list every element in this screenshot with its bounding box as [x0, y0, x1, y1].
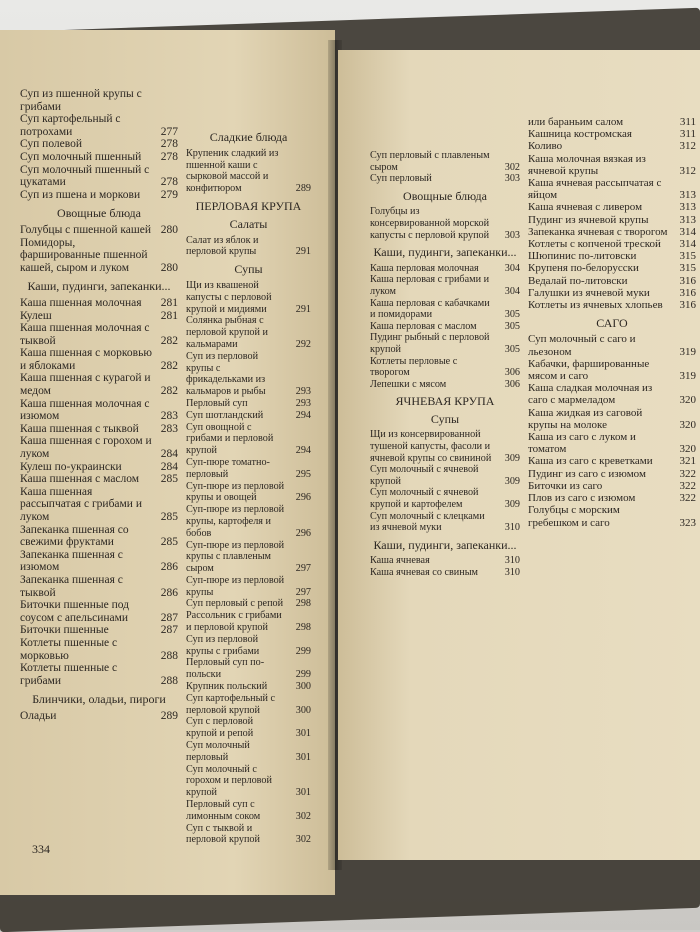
entry-title: Каша пшенная молочная с тыквой — [20, 322, 150, 347]
toc-entry — [20, 599, 178, 624]
toc-entry — [528, 275, 696, 287]
entry-page: 289 — [160, 709, 178, 722]
entry-title: Запеканка пшенная со свежими фруктами — [20, 523, 129, 549]
entry-title: Суп полевой — [20, 138, 83, 151]
entry-page: 282 — [160, 334, 178, 347]
entry-page: 278 — [160, 150, 178, 163]
toc-entry — [186, 764, 311, 799]
entry-title: Суп-пюре из перловой крупы — [186, 574, 285, 598]
entry-page: 304 — [504, 262, 520, 274]
entry-title: Каша пшенная с маслом — [20, 473, 140, 486]
toc-entry — [20, 322, 178, 347]
entry-page: 311 — [679, 116, 696, 128]
section-heading: Овощные блюда — [403, 188, 487, 203]
entry-page: 322 — [679, 492, 696, 505]
entry-page: 320 — [679, 418, 696, 431]
toc-entry — [528, 128, 696, 140]
toc-entry — [186, 634, 311, 658]
entry-page: 277 — [160, 125, 178, 138]
entry-title: Суп из перловой крупы с фрикадельками из кальмаров и рыбы — [186, 350, 266, 398]
toc-entry — [20, 113, 178, 138]
entry-page: 282 — [160, 385, 178, 398]
section-heading: Овощные блюда — [57, 206, 141, 221]
section-heading: Блинчики, оладьи, пироги — [32, 692, 166, 707]
entry-page: 321 — [679, 455, 696, 468]
entry-title: Биточки пшенные под соусом с апельсинами — [20, 599, 130, 624]
toc-entry — [20, 151, 178, 164]
left-column-1 — [20, 88, 178, 723]
toc-entry — [20, 624, 178, 637]
toc-entry — [20, 524, 178, 549]
entry-page: 312 — [679, 164, 696, 177]
entry-title: Лепешки с мясом — [370, 378, 447, 390]
toc-entry — [528, 287, 696, 299]
toc-entry — [528, 431, 696, 455]
entry-page: 310 — [504, 567, 520, 578]
entry-page: 280 — [160, 261, 178, 274]
toc-entry — [186, 716, 311, 740]
section-heading: Сладкие блюда — [209, 130, 288, 144]
entry-page: 305 — [504, 320, 520, 332]
entry-page: 297 — [295, 563, 311, 575]
entry-title: Котлеты с копченой треской — [528, 238, 661, 251]
entry-page: 282 — [160, 359, 178, 372]
toc-entry — [20, 435, 178, 460]
toc-entry — [528, 504, 696, 528]
entry-page: 300 — [295, 704, 311, 716]
entry-title: Суп овощной с грибами и перловой крупой — [186, 421, 274, 457]
entry-page: 309 — [504, 475, 520, 487]
entry-page: 285 — [160, 536, 178, 549]
entry-title: Каша пшенная с морковью и яблоками — [20, 347, 152, 372]
entry-page: 281 — [160, 309, 178, 322]
entry-page: 303 — [504, 173, 520, 185]
entry-title: Оладьи — [20, 709, 57, 722]
entry-page: 320 — [679, 443, 696, 456]
entry-page: 313 — [679, 189, 696, 202]
entry-page: 309 — [504, 499, 520, 511]
entry-page: 312 — [679, 140, 696, 153]
entry-title: Суп из пшенной крупы с грибами — [20, 88, 142, 113]
entry-title: Каша ячневая с ливером — [528, 201, 643, 214]
toc-entry — [528, 262, 696, 274]
left-column-2 — [186, 126, 311, 846]
entry-title: Суп молочный с ячневой крупой — [370, 464, 479, 487]
entry-title: Суп перловый с плавленым сыром — [370, 150, 490, 173]
entry-title: Суп-пюре из перловой крупы с плавленым сыром — [186, 539, 285, 575]
entry-title: Суп картофельный с перловой крупой — [186, 692, 275, 716]
toc-entry — [186, 280, 311, 315]
toc-entry — [186, 681, 311, 693]
entry-page: 314 — [679, 238, 696, 251]
entry-title: Каша перловая с грибами и луком — [370, 274, 490, 297]
toc-entry — [186, 481, 311, 505]
entry-page: 323 — [679, 516, 696, 529]
entry-page: 298 — [295, 598, 311, 610]
entry-page: 278 — [160, 138, 178, 151]
entry-title: Щи из квашеной капусты с перловой крупой и мидиями — [186, 279, 272, 315]
entry-title: Кашница костромская — [528, 128, 632, 141]
entry-page: 293 — [295, 397, 311, 409]
toc-entry — [528, 480, 696, 492]
entry-title: Биточки из саго — [528, 479, 603, 492]
entry-page: 291 — [295, 303, 311, 315]
entry-page: 306 — [504, 378, 520, 390]
entry-title: Каша пшенная молочная с изюмом — [20, 397, 150, 423]
right-column-1 — [370, 150, 520, 579]
toc-entry — [528, 468, 696, 480]
toc-entry — [186, 575, 311, 599]
entry-title: Каша пшенная с тыквой — [20, 422, 139, 435]
entry-title: Каша пшенная молочная — [20, 296, 142, 309]
entry-page: 296 — [295, 527, 311, 539]
toc-entry — [20, 461, 178, 474]
entry-title: Голубцы с морским гребешком и саго — [528, 504, 620, 529]
entry-title: Перловый суп с лимонным соком — [186, 799, 261, 822]
entry-title: Каша ячневая со свиным — [370, 567, 478, 578]
toc-entry — [186, 598, 311, 610]
toc-entry — [20, 297, 178, 310]
section-heading: ПЕРЛОВАЯ КРУПА — [195, 198, 302, 213]
toc-entry — [20, 224, 178, 237]
entry-page: 288 — [160, 674, 178, 687]
entry-title: Коливо — [528, 140, 563, 153]
toc-entry — [20, 347, 178, 372]
entry-page: 309 — [504, 452, 520, 464]
entry-page: 302 — [295, 810, 311, 822]
toc-entry — [528, 492, 696, 504]
entry-page: 300 — [295, 681, 311, 693]
entry-title: или бараньим салом — [528, 116, 624, 128]
toc-entry — [370, 379, 520, 391]
section-heading: Каши, пудинги, запеканки... — [27, 279, 171, 294]
entry-title: Каша перловая молочная — [370, 262, 479, 274]
entry-title: Суп из перловой крупы с грибами — [186, 633, 260, 657]
toc-entry — [370, 487, 520, 510]
toc-entry — [528, 299, 696, 311]
entry-title: Суп с тыквой и перловой крупой — [186, 822, 260, 846]
toc-entry — [528, 382, 696, 406]
toc-entry — [186, 235, 311, 259]
toc-entry — [20, 372, 178, 397]
entry-title: Котлеты из ячневых хлопьев — [528, 299, 663, 312]
entry-title: Суп-пюре томатно-перловый — [186, 456, 270, 480]
entry-page: 281 — [160, 296, 178, 309]
section-heading: Салаты — [229, 216, 268, 231]
entry-page: 315 — [679, 262, 696, 275]
entry-page: 302 — [295, 834, 311, 846]
entry-title: Каша пшенная рассыпчатая с грибами и луком — [20, 485, 142, 523]
toc-entry — [370, 206, 520, 241]
entry-page: 322 — [679, 479, 696, 492]
entry-title: Суп перловый — [370, 173, 432, 185]
toc-entry — [370, 298, 520, 321]
toc-entry — [370, 150, 520, 173]
entry-page: 285 — [160, 473, 178, 486]
entry-page: 299 — [295, 645, 311, 657]
entry-page: 278 — [160, 176, 178, 189]
toc-entry — [186, 540, 311, 575]
entry-title: Котлеты перловые с творогом — [370, 355, 458, 379]
entry-title: Суп молочный с саго и льезоном — [528, 333, 636, 358]
entry-page: 294 — [295, 409, 311, 421]
entry-title: Галушки из ячневой муки — [528, 286, 650, 299]
entry-page: 301 — [295, 751, 311, 763]
entry-title: Суп молочный с горохом и перловой крупой — [186, 763, 272, 799]
entry-page: 287 — [160, 611, 178, 624]
entry-page: 313 — [679, 201, 696, 214]
entry-title: Каша из саго с креветками — [528, 455, 653, 468]
toc-entry — [186, 657, 311, 681]
entry-title: Рассольник с грибами и перловой крупой — [186, 610, 282, 634]
entry-title: Каша ячневая рассыпчатая с яйцом — [528, 177, 662, 202]
entry-title: Запеканка пшенная с тыквой — [20, 573, 123, 599]
entry-page: 301 — [295, 787, 311, 799]
entry-title: Суп перловый с репой — [186, 598, 284, 610]
entry-title: Ведалай по-литовски — [528, 274, 628, 287]
entry-page: 314 — [679, 225, 696, 238]
toc-entry — [528, 201, 696, 213]
toc-entry — [186, 457, 311, 481]
entry-title: Салат из яблок и перловой крупы — [186, 234, 259, 258]
entry-page: 299 — [295, 669, 311, 681]
entry-page: 295 — [295, 468, 311, 480]
entry-page: 319 — [679, 345, 696, 358]
entry-page: 306 — [504, 367, 520, 379]
toc-entry — [370, 332, 520, 355]
toc-entry — [370, 321, 520, 333]
section-heading: Супы — [234, 262, 263, 277]
toc-entry — [186, 799, 311, 823]
entry-page: 319 — [679, 370, 696, 383]
toc-entry — [20, 138, 178, 151]
toc-entry — [528, 226, 696, 238]
entry-page: 286 — [160, 561, 178, 574]
entry-title: Пудинг из саго с изюмом — [528, 467, 646, 480]
entry-title: Шюпинис по-литовски — [528, 250, 637, 263]
entry-page: 283 — [160, 410, 178, 423]
entry-page: 310 — [504, 522, 520, 534]
entry-title: Крупник польский — [186, 681, 268, 693]
section-heading: САГО — [596, 316, 628, 331]
entry-title: Крупеник сладкий из пшенной каши с сырковой массой и конфитюром — [186, 147, 279, 195]
toc-entry — [528, 407, 696, 431]
toc-entry — [20, 423, 178, 436]
entry-page: 280 — [160, 223, 178, 236]
toc-entry — [528, 358, 696, 382]
entry-title: Суп картофельный с потрохами — [20, 113, 121, 138]
entry-title: Щи из консервированной тушеной капусты, фасоли и ячневой крупы со свининой — [370, 429, 492, 464]
toc-entry — [20, 486, 178, 524]
entry-title: Пудинг рыбный с перловой крупой — [370, 332, 490, 355]
entry-title: Каша сладкая молочная из саго с мармеладом — [528, 382, 653, 407]
entry-page: 288 — [160, 649, 178, 662]
toc-entry — [20, 310, 178, 323]
toc-entry — [186, 504, 311, 539]
entry-page: 283 — [160, 422, 178, 435]
toc-entry — [370, 429, 520, 464]
section-heading: ЯЧНЕВАЯ КРУПА — [395, 394, 495, 409]
left-page — [0, 30, 335, 895]
toc-entry — [370, 263, 520, 275]
entry-title: Каша пшенная с курагой и медом — [20, 372, 151, 398]
entry-title: Суп молочный перловый — [186, 740, 250, 763]
entry-title: Суп с перловой крупой и репой — [186, 716, 254, 740]
entry-title: Каша молочная вязкая из ячневой крупы — [528, 152, 646, 177]
toc-entry — [528, 153, 696, 177]
toc-entry — [370, 511, 520, 534]
entry-page: 292 — [295, 338, 311, 350]
entry-page: 316 — [679, 299, 696, 312]
entry-page: 311 — [679, 128, 696, 141]
entry-title: Кулеш по-украински — [20, 460, 122, 473]
entry-page: 287 — [160, 624, 178, 637]
entry-page: 296 — [295, 492, 311, 504]
entry-title: Пудинг из ячневой крупы — [528, 213, 649, 226]
entry-page: 304 — [504, 285, 520, 297]
page-number: 334 — [32, 842, 50, 856]
entry-title: Запеканка ячневая с творогом — [528, 225, 668, 238]
entry-page: 316 — [679, 274, 696, 287]
entry-page: 322 — [679, 467, 696, 480]
section-heading: Супы — [430, 411, 460, 426]
entry-title: Перловый суп по-польски — [186, 657, 265, 681]
toc-entry — [528, 177, 696, 201]
toc-entry — [528, 455, 696, 467]
toc-entry — [528, 250, 696, 262]
entry-page: 285 — [160, 511, 178, 523]
entry-title: Суп молочный с ячневой крупой и картофелем — [370, 487, 479, 511]
toc-entry — [370, 274, 520, 297]
entry-title: Суп молочный пшенный — [20, 150, 142, 163]
toc-entry — [20, 710, 178, 723]
entry-title: Кабачки, фаршированные мясом и саго — [528, 357, 650, 383]
entry-title: Суп-пюре из перловой крупы, картофеля и бобов — [186, 504, 285, 539]
entry-page: 315 — [679, 250, 696, 263]
toc-entry — [20, 164, 178, 189]
entry-title: Каша перловая с маслом — [370, 320, 477, 332]
right-column-2 — [528, 116, 696, 529]
entry-title: Каша жидкая из саговой крупы на молоке — [528, 406, 643, 431]
entry-page: 320 — [679, 394, 696, 407]
toc-entry — [528, 140, 696, 152]
entry-page: 301 — [295, 728, 311, 740]
right-page — [338, 50, 700, 860]
entry-title: Каша перловая с кабачками и помидорами — [370, 297, 490, 321]
entry-page: 310 — [504, 555, 520, 567]
entry-title: Помидоры, фаршированные пшенной кашей, сыром и луком — [20, 236, 148, 274]
entry-page: 284 — [160, 448, 178, 461]
section-heading: Каши, пудинги, запеканки... — [373, 537, 517, 552]
entry-title: Суп шотландский — [186, 409, 264, 421]
toc-entry — [528, 116, 696, 128]
toc-entry — [370, 356, 520, 379]
toc-entry — [20, 473, 178, 486]
entry-page: 284 — [160, 460, 178, 473]
entry-title: Суп молочный пшенный с цукатами — [20, 163, 150, 189]
entry-page: 294 — [295, 445, 311, 457]
entry-title: Суп из пшена и моркови — [20, 188, 141, 201]
entry-page: 302 — [504, 161, 520, 173]
entry-title: Кулеш — [20, 309, 52, 322]
toc-entry — [186, 422, 311, 457]
toc-entry — [370, 464, 520, 487]
toc-entry — [186, 351, 311, 398]
toc-entry — [528, 333, 696, 357]
entry-title: Каша ячневая — [370, 555, 430, 567]
entry-title: Запеканка пшенная с изюмом — [20, 548, 123, 574]
entry-title: Крупеня по-белорусски — [528, 262, 639, 275]
entry-page: 305 — [504, 309, 520, 321]
toc-entry — [528, 214, 696, 226]
entry-title: Котлеты пшенные с грибами — [20, 662, 118, 687]
toc-entry — [186, 410, 311, 422]
toc-entry — [20, 88, 178, 113]
entry-page: 293 — [295, 386, 311, 398]
toc-entry — [370, 173, 520, 185]
toc-entry — [186, 693, 311, 717]
entry-title: Каша пшенная с горохом и луком — [20, 435, 152, 461]
entry-page: 279 — [160, 188, 178, 201]
entry-title: Суп молочный с клецками из ячневой муки — [370, 510, 485, 534]
toc-entry — [20, 662, 178, 687]
toc-entry — [20, 189, 178, 202]
entry-title: Котлеты пшенные с морковью — [20, 636, 118, 662]
entry-title: Голубцы с пшенной кашей — [20, 223, 151, 236]
entry-page: 297 — [295, 586, 311, 598]
entry-title: Плов из саго с изюмом — [528, 492, 636, 505]
toc-entry — [20, 549, 178, 574]
entry-page: 313 — [679, 213, 696, 226]
toc-entry — [186, 148, 311, 195]
entry-title: Перловый суп — [186, 397, 248, 409]
entry-title: Биточки пшенные — [20, 624, 109, 637]
entry-page: 286 — [160, 586, 178, 599]
toc-entry — [186, 315, 311, 350]
toc-entry — [20, 637, 178, 662]
entry-title: Солянка рыбная с перловой крупой и кальмарами — [186, 315, 268, 350]
toc-entry — [528, 238, 696, 250]
toc-entry — [370, 555, 520, 567]
toc-entry — [370, 567, 520, 579]
section-heading: Каши, пудинги, запеканки... — [373, 245, 517, 260]
entry-title: Голубцы из консервированной морской капусты с перловой крупой — [370, 206, 490, 241]
entry-page: 305 — [504, 343, 520, 355]
entry-title: Каша из саго с луком и томатом — [528, 431, 636, 456]
toc-entry — [186, 740, 311, 764]
toc-entry — [186, 823, 311, 847]
entry-title: Суп-пюре из перловой крупы и овощей — [186, 480, 285, 504]
toc-entry — [186, 610, 311, 634]
toc-entry — [20, 237, 178, 275]
entry-page: 303 — [504, 229, 520, 241]
toc-entry — [20, 398, 178, 423]
entry-page: 289 — [295, 183, 311, 195]
toc-entry — [186, 398, 311, 410]
entry-page: 291 — [295, 246, 311, 258]
entry-page: 298 — [295, 622, 311, 634]
entry-page: 316 — [679, 286, 696, 299]
toc-entry — [20, 574, 178, 599]
